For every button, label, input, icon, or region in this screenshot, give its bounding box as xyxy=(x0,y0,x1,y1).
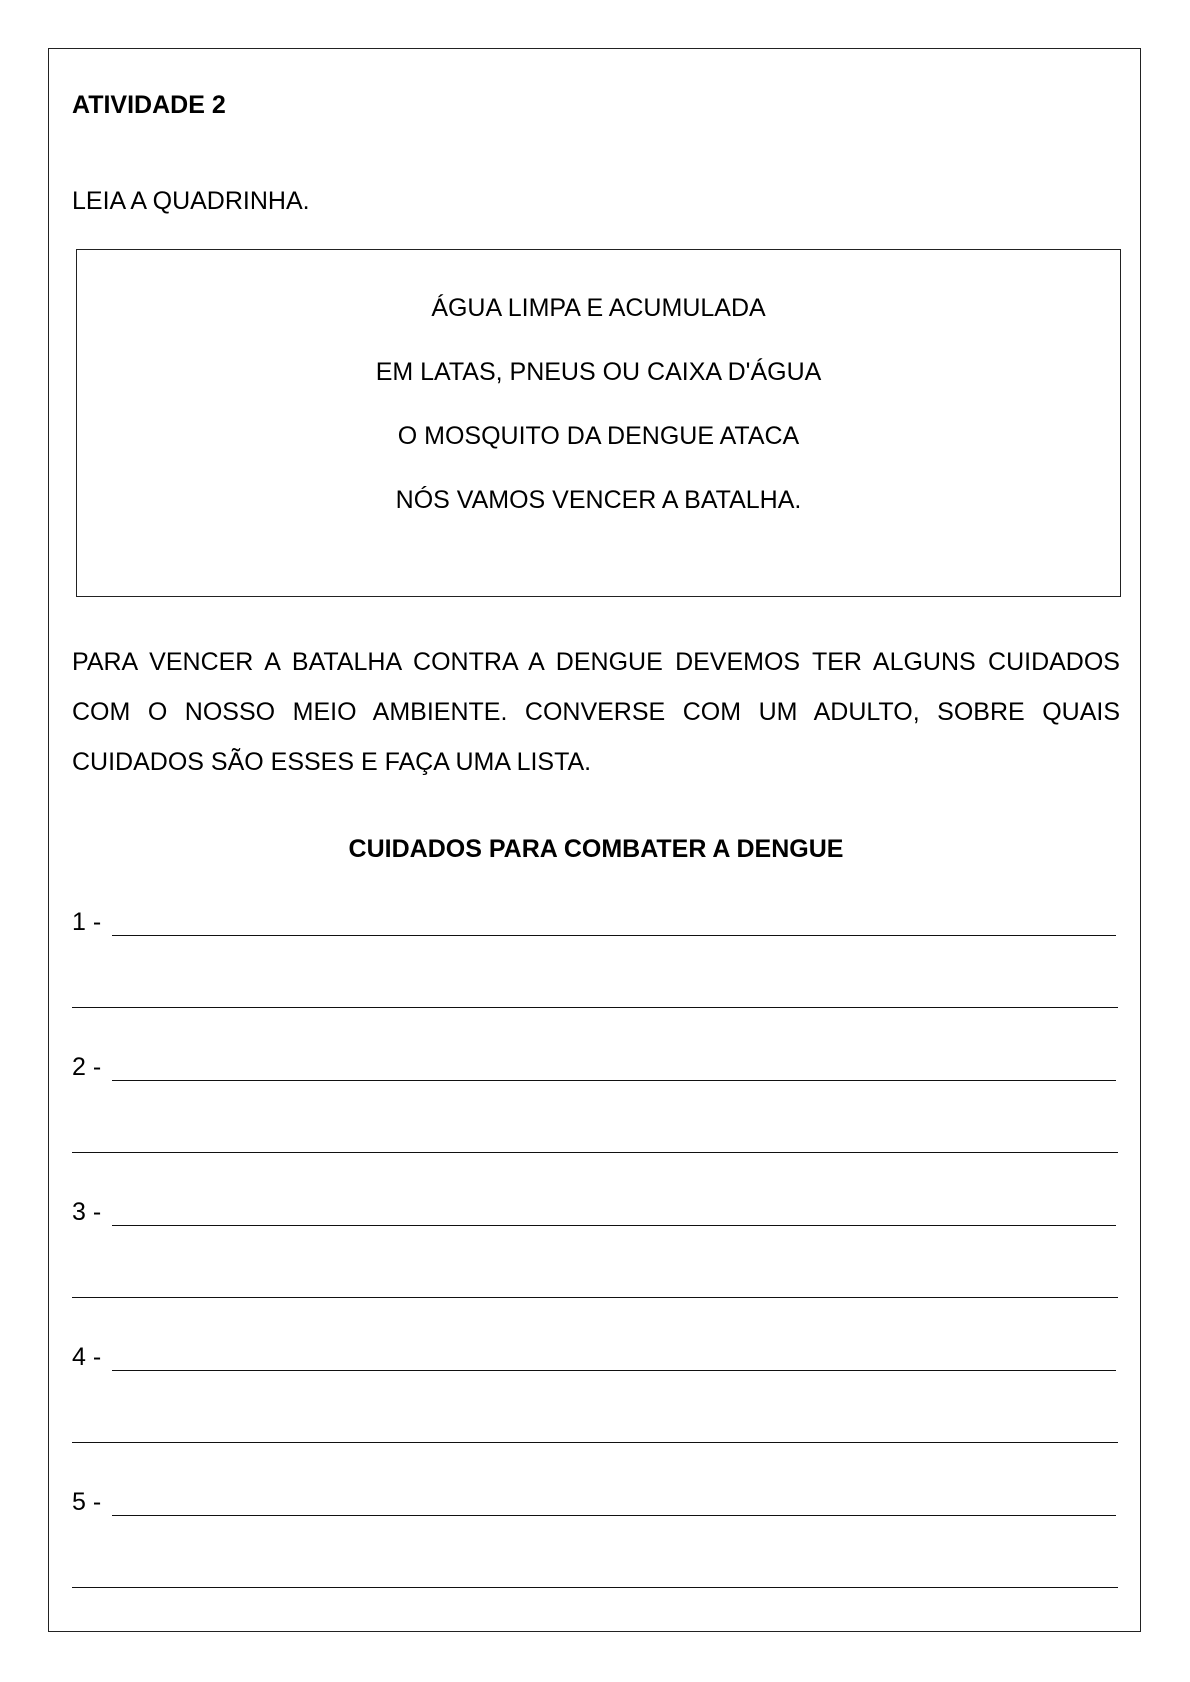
answer-number: 2 - xyxy=(72,1053,102,1081)
poem-box xyxy=(76,249,1121,597)
answer-line[interactable] xyxy=(72,1152,1118,1153)
poem-line: ÁGUA LIMPA E ACUMULADA xyxy=(431,294,766,322)
poem-line: EM LATAS, PNEUS OU CAIXA D'ÁGUA xyxy=(375,358,822,386)
answer-line[interactable] xyxy=(112,1080,1116,1081)
answer-item xyxy=(72,1040,1120,1185)
answer-line[interactable] xyxy=(72,1442,1118,1443)
answer-line[interactable] xyxy=(72,1587,1118,1588)
answer-number: 1 - xyxy=(72,908,102,936)
activity-title: ATIVIDADE 2 xyxy=(72,91,226,119)
answer-item xyxy=(72,895,1120,1040)
answer-number: 5 - xyxy=(72,1488,102,1516)
answer-line[interactable] xyxy=(112,1370,1116,1371)
answer-line[interactable] xyxy=(72,1007,1118,1008)
care-list-heading: CUIDADOS PARA COMBATER A DENGUE xyxy=(348,835,844,863)
reading-instruction: LEIA A QUADRINHA. xyxy=(72,187,310,215)
answer-line[interactable] xyxy=(112,935,1116,936)
answer-list xyxy=(72,895,1120,1620)
answer-number: 3 - xyxy=(72,1198,102,1226)
task-paragraph: PARA VENCER A BATALHA CONTRA A DENGUE DEVEMOS TER ALGUNS CUIDADOS COM O NOSSO MEIO AMBIENTE. CONVERSE COM UM ADULTO, SOBRE QUAIS CUIDADOS SÃO ESSES E FAÇA UMA LISTA. xyxy=(72,648,1120,776)
answer-number: 4 - xyxy=(72,1343,102,1371)
answer-line[interactable] xyxy=(72,1297,1118,1298)
answer-line[interactable] xyxy=(112,1515,1116,1516)
answer-item xyxy=(72,1330,1120,1475)
answer-item xyxy=(72,1185,1120,1330)
poem-line: NÓS VAMOS VENCER A BATALHA. xyxy=(395,486,802,514)
answer-line[interactable] xyxy=(112,1225,1116,1226)
answer-item xyxy=(72,1475,1120,1620)
poem-line: O MOSQUITO DA DENGUE ATACA xyxy=(397,422,800,450)
